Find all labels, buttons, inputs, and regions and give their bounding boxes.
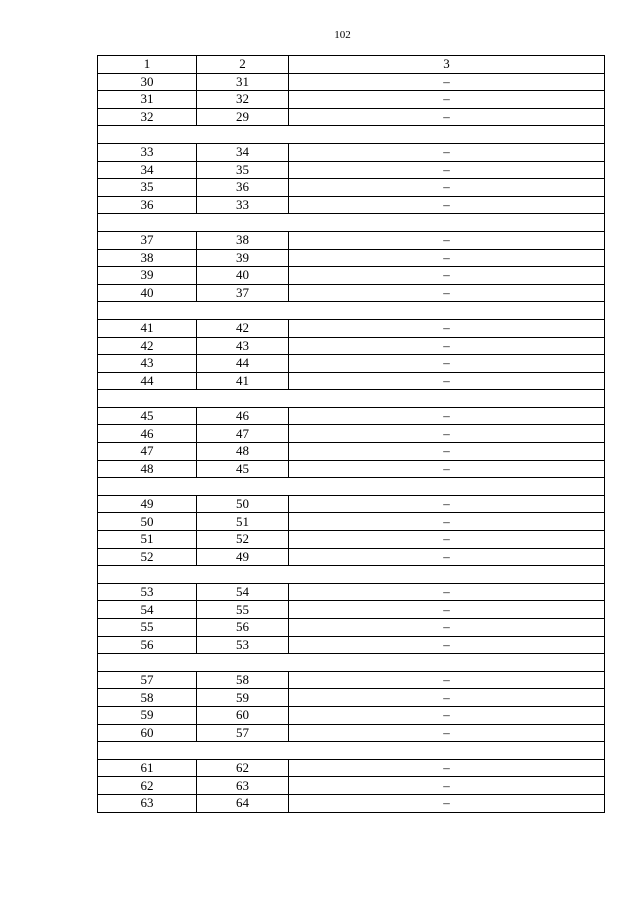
table-row xyxy=(98,267,605,285)
table-cell-col-2: 42 xyxy=(197,319,289,337)
table-cell-col-3: – xyxy=(289,91,605,109)
table-cell-col-2: 54 xyxy=(197,583,289,601)
table-row xyxy=(98,407,605,425)
table-cell-col-1: 37 xyxy=(98,231,197,249)
table-cell-col-3: – xyxy=(289,196,605,214)
table-cell-col-3: – xyxy=(289,267,605,285)
table-row xyxy=(98,355,605,373)
table-cell-col-2: 31 xyxy=(197,73,289,91)
table-cell-col-3: – xyxy=(289,231,605,249)
table-cell-col-1: 43 xyxy=(98,355,197,373)
table-row xyxy=(98,460,605,478)
table-cell-col-1: 62 xyxy=(98,777,197,795)
table-cell-col-3: – xyxy=(289,355,605,373)
table-cell-col-1: 60 xyxy=(98,724,197,742)
table-cell-col-2: 63 xyxy=(197,777,289,795)
table-row xyxy=(98,91,605,109)
table-cell-col-3: – xyxy=(289,495,605,513)
table-body xyxy=(98,56,605,813)
table-cell-col-1: 57 xyxy=(98,671,197,689)
separator-cell xyxy=(98,126,605,144)
table-cell-col-2: 56 xyxy=(197,619,289,637)
table-cell-col-1: 61 xyxy=(98,759,197,777)
table-cell-col-3: – xyxy=(289,513,605,531)
table-row xyxy=(98,319,605,337)
table-cell-col-2: 48 xyxy=(197,443,289,461)
table-cell-col-2: 43 xyxy=(197,337,289,355)
table-row xyxy=(98,777,605,795)
table-cell-col-2: 60 xyxy=(197,706,289,724)
table-row xyxy=(98,689,605,707)
separator-cell xyxy=(98,390,605,408)
table-row xyxy=(98,794,605,812)
separator-cell xyxy=(98,742,605,760)
table-row xyxy=(98,143,605,161)
table-cell-col-2: 41 xyxy=(197,372,289,390)
table-cell-col-3: – xyxy=(289,794,605,812)
table-cell-col-3: – xyxy=(289,284,605,302)
group-separator-row xyxy=(98,302,605,320)
table-row xyxy=(98,73,605,91)
table-cell-col-1: 38 xyxy=(98,249,197,267)
table-cell-col-3: – xyxy=(289,671,605,689)
table-cell-col-1: 56 xyxy=(98,636,197,654)
data-table xyxy=(97,55,605,813)
group-separator-row xyxy=(98,566,605,584)
table-cell-col-2: 36 xyxy=(197,179,289,197)
table-cell-col-2: 59 xyxy=(197,689,289,707)
table-row xyxy=(98,531,605,549)
table-cell-col-3: – xyxy=(289,759,605,777)
group-separator-row xyxy=(98,478,605,496)
table-cell-col-2: 32 xyxy=(197,91,289,109)
table-cell-col-2: 50 xyxy=(197,495,289,513)
table-row xyxy=(98,284,605,302)
table-cell-col-2: 33 xyxy=(197,196,289,214)
table-cell-col-2: 34 xyxy=(197,143,289,161)
column-header-2: 2 xyxy=(197,56,289,74)
table-row xyxy=(98,231,605,249)
table-cell-col-1: 39 xyxy=(98,267,197,285)
table-cell-col-1: 63 xyxy=(98,794,197,812)
table-row xyxy=(98,601,605,619)
separator-cell xyxy=(98,302,605,320)
table-row xyxy=(98,583,605,601)
table-cell-col-2: 39 xyxy=(197,249,289,267)
table-cell-col-2: 45 xyxy=(197,460,289,478)
table-cell-col-1: 49 xyxy=(98,495,197,513)
table-cell-col-1: 59 xyxy=(98,706,197,724)
table-cell-col-1: 48 xyxy=(98,460,197,478)
separator-cell xyxy=(98,566,605,584)
separator-cell xyxy=(98,478,605,496)
table-cell-col-2: 49 xyxy=(197,548,289,566)
table-row xyxy=(98,196,605,214)
group-separator-row xyxy=(98,214,605,232)
table-cell-col-3: – xyxy=(289,636,605,654)
table-cell-col-2: 35 xyxy=(197,161,289,179)
table-row xyxy=(98,249,605,267)
table-cell-col-1: 36 xyxy=(98,196,197,214)
table-cell-col-2: 57 xyxy=(197,724,289,742)
table-cell-col-3: – xyxy=(289,143,605,161)
table-cell-col-2: 47 xyxy=(197,425,289,443)
table-cell-col-1: 42 xyxy=(98,337,197,355)
table-cell-col-1: 55 xyxy=(98,619,197,637)
table-cell-col-1: 44 xyxy=(98,372,197,390)
table-cell-col-3: – xyxy=(289,706,605,724)
table-cell-col-1: 35 xyxy=(98,179,197,197)
table-cell-col-3: – xyxy=(289,108,605,126)
table-cell-col-1: 30 xyxy=(98,73,197,91)
table-row xyxy=(98,179,605,197)
table-cell-col-1: 41 xyxy=(98,319,197,337)
table-cell-col-3: – xyxy=(289,689,605,707)
table-header-row xyxy=(98,56,605,74)
table-cell-col-2: 37 xyxy=(197,284,289,302)
table-cell-col-2: 58 xyxy=(197,671,289,689)
table-row xyxy=(98,671,605,689)
table-cell-col-2: 29 xyxy=(197,108,289,126)
table-cell-col-1: 34 xyxy=(98,161,197,179)
table-row xyxy=(98,372,605,390)
table-cell-col-1: 40 xyxy=(98,284,197,302)
table-cell-col-3: – xyxy=(289,425,605,443)
table-cell-col-2: 51 xyxy=(197,513,289,531)
separator-cell xyxy=(98,654,605,672)
table-cell-col-3: – xyxy=(289,407,605,425)
table-cell-col-3: – xyxy=(289,73,605,91)
table-cell-col-3: – xyxy=(289,531,605,549)
table-row xyxy=(98,161,605,179)
table-cell-col-1: 51 xyxy=(98,531,197,549)
table-cell-col-3: – xyxy=(289,619,605,637)
table-row xyxy=(98,443,605,461)
table-cell-col-2: 38 xyxy=(197,231,289,249)
table-cell-col-2: 55 xyxy=(197,601,289,619)
table-row xyxy=(98,759,605,777)
table-row xyxy=(98,513,605,531)
table-cell-col-2: 44 xyxy=(197,355,289,373)
table-cell-col-1: 32 xyxy=(98,108,197,126)
table-cell-col-1: 53 xyxy=(98,583,197,601)
table-row xyxy=(98,724,605,742)
page-number: 102 xyxy=(334,29,351,41)
table-cell-col-1: 45 xyxy=(98,407,197,425)
table-cell-col-1: 54 xyxy=(98,601,197,619)
table-cell-col-1: 46 xyxy=(98,425,197,443)
table-cell-col-3: – xyxy=(289,583,605,601)
table-row xyxy=(98,548,605,566)
group-separator-row xyxy=(98,390,605,408)
table-row xyxy=(98,337,605,355)
column-header-1: 1 xyxy=(98,56,197,74)
table-cell-col-1: 31 xyxy=(98,91,197,109)
table-row xyxy=(98,108,605,126)
table-row xyxy=(98,636,605,654)
table-cell-col-1: 47 xyxy=(98,443,197,461)
table-cell-col-2: 53 xyxy=(197,636,289,654)
table-cell-col-3: – xyxy=(289,460,605,478)
table-cell-col-1: 58 xyxy=(98,689,197,707)
table-cell-col-3: – xyxy=(289,548,605,566)
table-cell-col-3: – xyxy=(289,337,605,355)
table-cell-col-3: – xyxy=(289,161,605,179)
table-cell-col-3: – xyxy=(289,777,605,795)
table-cell-col-3: – xyxy=(289,601,605,619)
group-separator-row xyxy=(98,126,605,144)
table-cell-col-1: 33 xyxy=(98,143,197,161)
table-row xyxy=(98,706,605,724)
table-cell-col-3: – xyxy=(289,724,605,742)
table-cell-col-1: 50 xyxy=(98,513,197,531)
table-cell-col-3: – xyxy=(289,179,605,197)
table-row xyxy=(98,425,605,443)
table-row xyxy=(98,619,605,637)
table-cell-col-2: 64 xyxy=(197,794,289,812)
table-cell-col-3: – xyxy=(289,319,605,337)
separator-cell xyxy=(98,214,605,232)
table-cell-col-3: – xyxy=(289,249,605,267)
table-cell-col-1: 52 xyxy=(98,548,197,566)
table-cell-col-3: – xyxy=(289,443,605,461)
column-header-3: 3 xyxy=(289,56,605,74)
table-row xyxy=(98,495,605,513)
table-cell-col-2: 46 xyxy=(197,407,289,425)
table-cell-col-2: 52 xyxy=(197,531,289,549)
table-cell-col-2: 40 xyxy=(197,267,289,285)
group-separator-row xyxy=(98,742,605,760)
group-separator-row xyxy=(98,654,605,672)
table-cell-col-2: 62 xyxy=(197,759,289,777)
table-cell-col-3: – xyxy=(289,372,605,390)
